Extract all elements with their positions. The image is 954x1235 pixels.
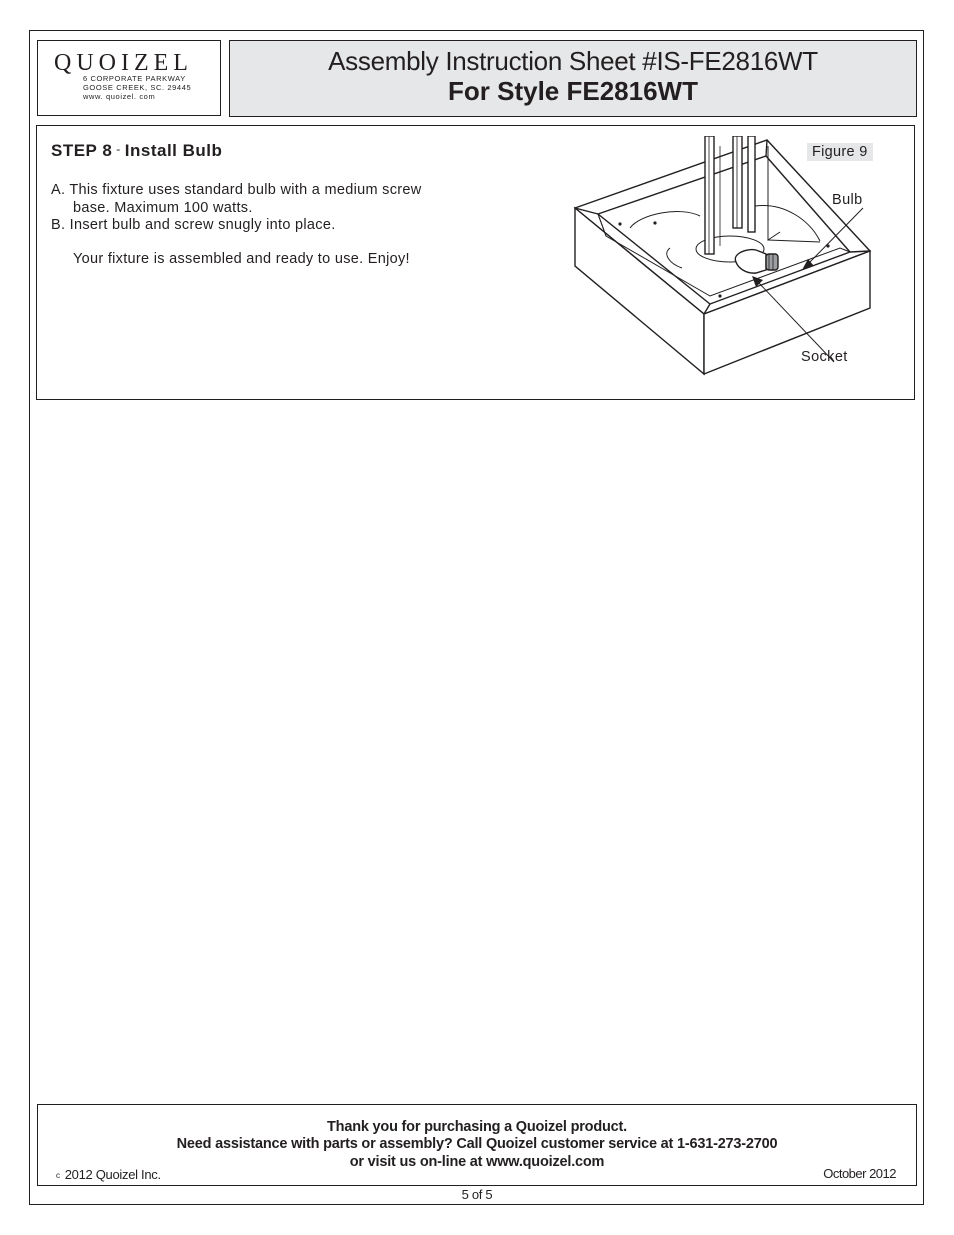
- website-text: or visit us on-line at www.quoizel.com: [349, 1154, 605, 1170]
- copyright: [56, 1167, 161, 1182]
- instruction-b: B. Insert bulb and screw snugly into place.: [51, 217, 336, 233]
- company-address: [83, 74, 191, 101]
- bulb-callout: Bulb: [832, 192, 863, 208]
- revision-date: October 2012: [823, 1166, 896, 1181]
- footer: [37, 1104, 917, 1186]
- thank-you-text: Thank you for purchasing a Quoizel product.: [327, 1119, 627, 1135]
- address-line: 6 CORPORATE PARKWAY: [83, 74, 186, 83]
- socket-callout: Socket: [801, 349, 848, 365]
- step-dash: -: [116, 142, 121, 156]
- website-line: www. quoizel. com: [83, 92, 156, 101]
- page-number: 5 of 5: [461, 1187, 493, 1202]
- instruction-a: A. This fixture uses standard bulb with a medium screw: [51, 182, 422, 198]
- assistance-text: Need assistance with parts or assembly? Call Quoizel customer service at 1-631-273-2700: [176, 1136, 778, 1152]
- step-instructions: [51, 182, 422, 268]
- copyright-symbol: c: [56, 1171, 60, 1180]
- copyright-text: 2012 Quoizel Inc.: [64, 1167, 161, 1182]
- figure-label: Figure 9: [807, 143, 873, 161]
- instruction-a-continued: base. Maximum 100 watts.: [73, 199, 253, 216]
- address-line: GOOSE CREEK, SC. 29445: [83, 83, 192, 92]
- style-subtitle: For Style FE2816WT: [448, 76, 698, 106]
- brand-logo: QUOIZEL: [54, 50, 193, 76]
- step-heading: [51, 141, 222, 161]
- fixture-base-illustration: [570, 136, 880, 381]
- closing-note: Your fixture is assembled and ready to use. Enjoy!: [73, 250, 410, 267]
- logo-box: [37, 40, 221, 116]
- title-box: [229, 40, 917, 117]
- sheet-title: Assembly Instruction Sheet #IS-FE2816WT: [328, 46, 818, 76]
- step-name: Install Bulb: [124, 141, 223, 160]
- step-number: STEP 8: [51, 141, 113, 160]
- step-section: [36, 125, 915, 400]
